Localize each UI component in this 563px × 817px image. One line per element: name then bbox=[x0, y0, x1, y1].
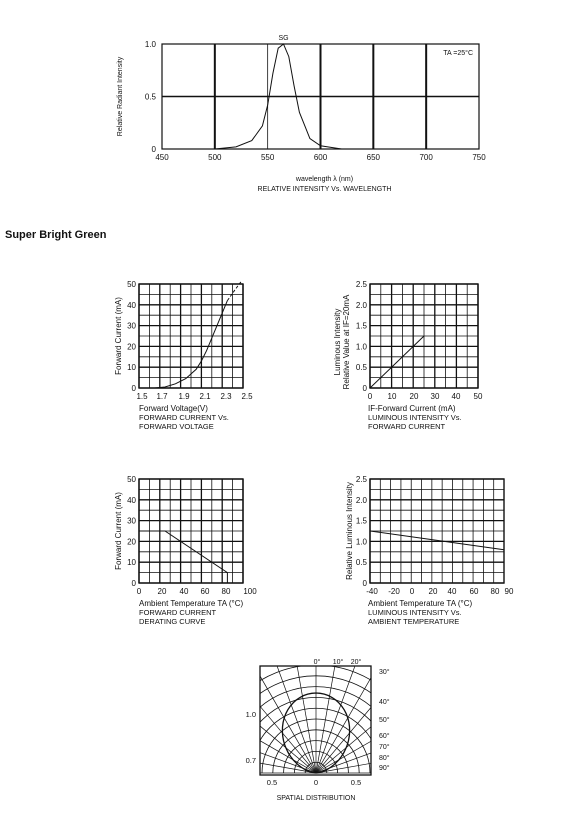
luminous-current-y-tick: 1.5 bbox=[355, 321, 367, 331]
spectrum-annotation: TA =25°C bbox=[443, 50, 473, 57]
luminous-temp-x-tick: -20 bbox=[388, 587, 400, 596]
iv-chart bbox=[114, 280, 253, 431]
spectrum-x-label: wavelength λ (nm) bbox=[295, 176, 354, 183]
spectrum-x-tick: 650 bbox=[366, 153, 381, 162]
luminous-current-y-tick: 0.5 bbox=[355, 363, 367, 373]
luminous-current-y-tick: 2.5 bbox=[355, 280, 367, 289]
luminous-temp-x-tick: 80 bbox=[490, 587, 500, 596]
luminous-current-x-tick: 10 bbox=[387, 392, 397, 401]
spectrum-y-tick: 0 bbox=[151, 145, 156, 154]
spectrum-x-tick: 600 bbox=[313, 153, 328, 162]
luminous-temp-caption: LUMINOUS INTENSITY Vs. bbox=[368, 608, 462, 617]
luminous-temp-y-tick: 2.5 bbox=[355, 475, 367, 484]
spatial-angle-label: 60° bbox=[379, 733, 390, 740]
iv-x-tick: 1.9 bbox=[178, 392, 190, 401]
derating-caption: FORWARD CURRENT bbox=[139, 608, 217, 617]
luminous-temp-y-tick: 1.5 bbox=[355, 516, 367, 526]
luminous-temp-series-line bbox=[370, 531, 504, 550]
derating-chart bbox=[114, 475, 257, 626]
derating-x-tick: 80 bbox=[221, 587, 231, 596]
derating-y-tick: 20 bbox=[127, 537, 136, 547]
luminous-current-y-tick: 1.0 bbox=[355, 342, 367, 352]
luminous-temp-y-tick: 1.0 bbox=[355, 537, 367, 547]
derating-x-tick: 60 bbox=[200, 587, 210, 596]
derating-y-tick: 10 bbox=[127, 558, 136, 568]
iv-caption: FORWARD VOLTAGE bbox=[139, 422, 214, 431]
spatial-angle-label: 70° bbox=[379, 744, 390, 751]
derating-caption: DERATING CURVE bbox=[139, 617, 206, 626]
luminous-current-caption: FORWARD CURRENT bbox=[368, 422, 446, 431]
luminous-temp-x-tick: 90 bbox=[504, 587, 514, 596]
luminous-temp-y-label: Relative Luminous Intensity bbox=[345, 482, 354, 580]
derating-series-line bbox=[139, 531, 227, 583]
luminous-current-x-label: IF-Forward Current (mA) bbox=[368, 404, 456, 413]
spectrum-y-label: Relative Radiant Intensity bbox=[117, 56, 124, 137]
luminous-temp-y-tick: 0 bbox=[362, 579, 367, 588]
spatial-angle-label: 20° bbox=[350, 659, 362, 666]
luminous-current-x-tick: 30 bbox=[430, 392, 440, 401]
derating-y-tick: 50 bbox=[127, 475, 136, 484]
luminous-temp-x-tick: 40 bbox=[447, 587, 457, 596]
spectrum-series-label: SG bbox=[278, 35, 289, 42]
luminous-temp-x-tick: -40 bbox=[366, 587, 378, 596]
iv-caption: FORWARD CURRENT Vs. bbox=[139, 413, 229, 422]
spectrum-x-tick: 750 bbox=[472, 153, 486, 162]
iv-y-tick: 40 bbox=[127, 300, 136, 310]
spatial-left-label: 1.0 bbox=[245, 710, 256, 719]
iv-y-tick: 10 bbox=[127, 363, 136, 373]
luminous-current-x-tick: 0 bbox=[367, 392, 373, 401]
luminous-temp-y-tick: 2.0 bbox=[355, 495, 367, 505]
iv-y-tick: 0 bbox=[131, 384, 136, 393]
derating-x-tick: 20 bbox=[157, 587, 167, 596]
spatial-angle-label: 90° bbox=[379, 765, 390, 772]
spatial-angle-label: 50° bbox=[379, 717, 390, 724]
spatial-bottom-label: 0.5 bbox=[350, 778, 362, 787]
iv-x-tick: 2.1 bbox=[199, 392, 211, 401]
spectrum-caption: RELATIVE INTENSITY Vs. WAVELENGTH bbox=[257, 186, 392, 193]
spatial-angle-label: 0° bbox=[313, 659, 321, 666]
iv-y-tick: 20 bbox=[127, 342, 136, 352]
spatial-bottom-label: 0.5 bbox=[266, 778, 278, 787]
derating-y-label: Forward Current (mA) bbox=[114, 492, 123, 570]
iv-x-tick: 1.7 bbox=[156, 392, 168, 401]
iv-x-tick: 2.5 bbox=[241, 392, 253, 401]
luminous-current-x-tick: 50 bbox=[473, 392, 483, 401]
spatial-grid bbox=[156, 613, 476, 773]
iv-y-tick: 50 bbox=[127, 280, 136, 289]
derating-x-label: Ambient Temperature TA (°C) bbox=[139, 599, 244, 608]
spectrum-x-tick: 550 bbox=[260, 153, 275, 162]
derating-x-tick: 0 bbox=[136, 587, 142, 596]
iv-x-tick: 2.3 bbox=[220, 392, 232, 401]
spatial-bottom-label: 0 bbox=[313, 778, 319, 787]
luminous-temp-y-tick: 0.5 bbox=[355, 558, 367, 568]
iv-x-label: Forward Voltage(V) bbox=[139, 404, 208, 413]
spectrum-x-tick: 450 bbox=[155, 153, 169, 162]
luminous-current-chart bbox=[333, 280, 483, 431]
spectrum-x-tick: 500 bbox=[208, 153, 222, 162]
derating-y-tick: 40 bbox=[127, 495, 136, 505]
luminous-current-y-tick: 2.0 bbox=[355, 300, 367, 310]
luminous-current-caption: LUMINOUS INTENSITY Vs. bbox=[368, 413, 462, 422]
luminous-current-y-tick: 0 bbox=[362, 384, 367, 393]
luminous-temp-chart bbox=[345, 475, 514, 626]
luminous-current-y-label: Luminous Intensity bbox=[333, 308, 342, 376]
spatial-left-label: 0.7 bbox=[245, 756, 256, 765]
spectrum-chart bbox=[117, 35, 486, 193]
spatial-angle-label: 80° bbox=[379, 755, 390, 762]
luminous-current-y-label: Relative Value at IF=20mA bbox=[342, 294, 351, 390]
iv-y-label: Forward Current (mA) bbox=[114, 297, 123, 375]
spectrum-y-tick: 1.0 bbox=[144, 40, 156, 49]
spatial-angle-label: 40° bbox=[379, 699, 390, 706]
iv-y-tick: 30 bbox=[127, 321, 136, 331]
derating-y-tick: 30 bbox=[127, 516, 136, 526]
spatial-caption: SPATIAL DISTRIBUTION bbox=[276, 795, 356, 802]
luminous-current-x-tick: 20 bbox=[409, 392, 419, 401]
luminous-temp-x-tick: 60 bbox=[469, 587, 479, 596]
luminous-temp-x-tick: 0 bbox=[409, 587, 415, 596]
luminous-current-series-line bbox=[370, 336, 424, 388]
luminous-temp-x-label: Ambient Temperature TA (°C) bbox=[368, 599, 473, 608]
spatial-angle-label: 30° bbox=[379, 669, 390, 676]
iv-x-tick: 1.5 bbox=[136, 392, 148, 401]
derating-y-tick: 0 bbox=[131, 579, 136, 588]
spatial-angle-label: 10° bbox=[332, 659, 344, 666]
section-title: Super Bright Green bbox=[5, 229, 107, 241]
derating-x-tick: 100 bbox=[243, 587, 257, 596]
iv-series-dashed bbox=[227, 282, 241, 301]
spatial-chart bbox=[156, 613, 476, 802]
spectrum-y-tick: 0.5 bbox=[144, 92, 156, 102]
luminous-temp-x-tick: 20 bbox=[428, 587, 438, 596]
derating-x-tick: 40 bbox=[179, 587, 189, 596]
luminous-current-x-tick: 40 bbox=[451, 392, 461, 401]
spectrum-x-tick: 700 bbox=[419, 153, 433, 162]
luminous-temp-caption: AMBIENT TEMPERATURE bbox=[368, 617, 460, 626]
